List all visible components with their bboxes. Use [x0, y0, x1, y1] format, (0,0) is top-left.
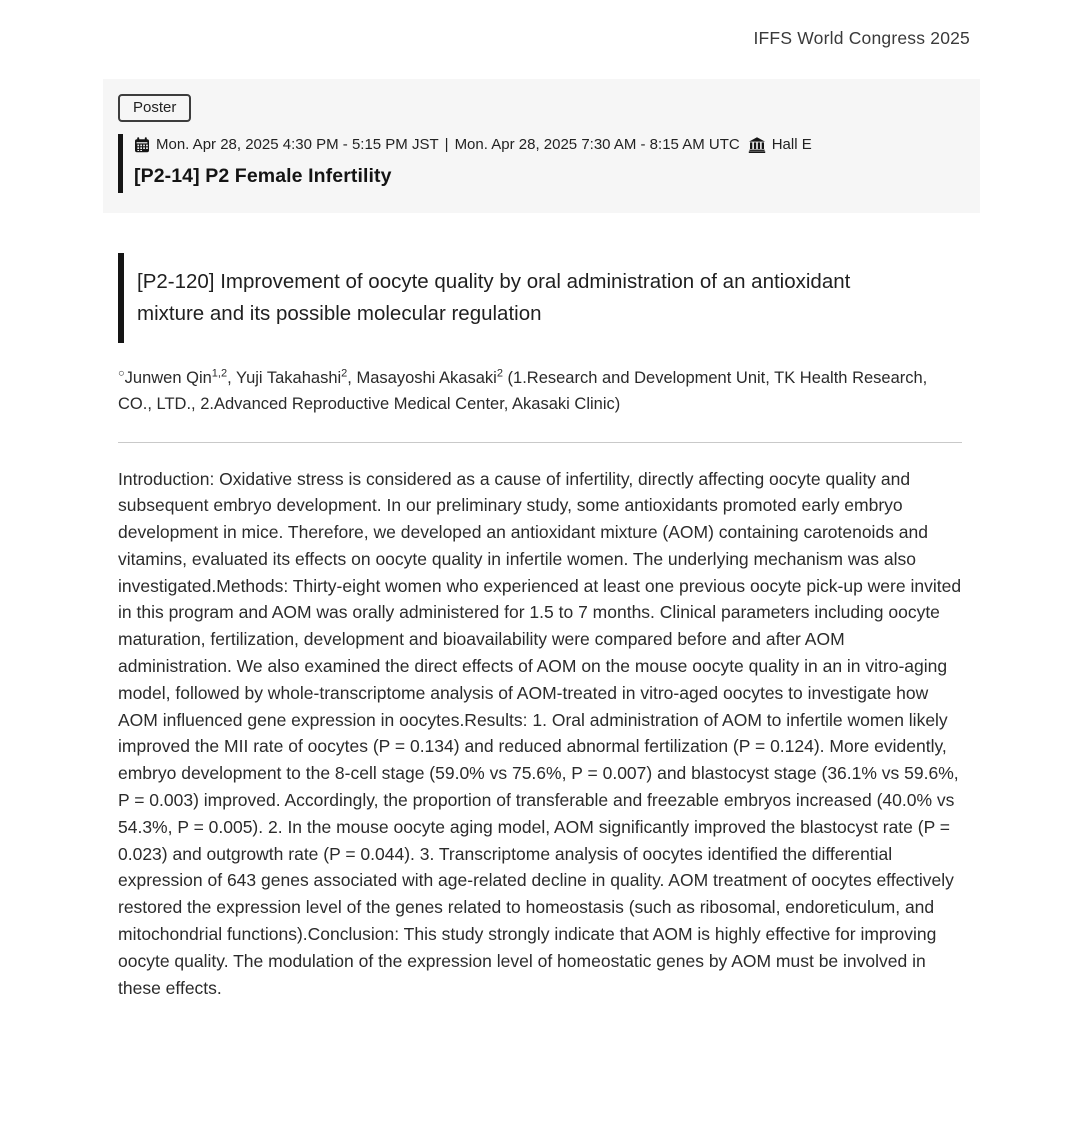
authors-line — [118, 365, 962, 417]
presentation-type-badge[interactable]: Poster — [118, 94, 191, 122]
author-name: Junwen Qin — [124, 368, 212, 387]
congress-title: IFFS World Congress 2025 — [753, 28, 970, 48]
abstract-body: Introduction: Oxidative stress is considered as a cause of infertility, directly affecting oocyte quality and subsequent embryo development. In our preliminary study, some antioxidants promoted early embryo development in mice. Therefore, we developed an antioxidant mixture (AOM) containing carotenoids and vitamins, evaluated its effects on oocyte quality in infertile women. The underlying mechanism was also investigated.Methods: Thirty-eight women who experienced at least one previous oocyte pick-up were invited in this program and AOM was orally administered for 1.5 to 7 months. Clinical parameters including oocyte maturation, fertilization, development and bioavailability were compared before and after AOM administration. We also examined the direct effects of AOM on the mouse oocyte quality in an in vitro-aging model, followed by whole-transcriptome analysis of AOM-treated in vitro-aged oocytes to investigate how AOM influenced gene expression in oocytes.Results: 1. Oral administration of AOM to infertile women likely improved the MII rate of oocytes (P = 0.134) and reduced abnormal fertilization (P = 0.124). More evidently, embryo development to the 8-cell stage (59.0% vs 75.6%, P = 0.007) and blastocyst stage (36.1% vs 59.6%, P = 0.003) improved. Accordingly, the proportion of transferable and freezable embryos increased (40.0% vs 54.3%, P = 0.005). 2. In the mouse oocyte aging model, AOM significantly improved the blastocyst rate (P = 0.023) and outgrowth rate (P = 0.044). 3. Transcriptome analysis of oocytes identified the differential expression of 643 genes associated with age-related decline in quality. AOM treatment of oocytes effectively restored the expression level of the genes related to homeostasis (such as ribosomal, endoreticulum, and mitochondrial functions).Conclusion: This study strongly indicate that AOM is highly effective for improving oocyte quality. The modulation of the expression level of homeostatic genes by AOM must be involved in these effects. — [118, 468, 962, 998]
session-title[interactable]: [P2-14] P2 Female Infertility — [134, 164, 392, 187]
affiliations: (1.Research and Development Unit, TK Health Research, CO., LTD., 2.Advanced Reproductive Medical Center, Akasaki Clinic) — [118, 368, 928, 413]
session-time-jst: Mon. Apr 28, 2025 4:30 PM - 5:15 PM JST — [156, 136, 439, 153]
abstract-section — [118, 253, 962, 1002]
datetime-separator: | — [444, 136, 449, 153]
calendar-icon — [134, 137, 150, 153]
session-datetime — [134, 136, 812, 153]
session-hall: Hall E — [771, 136, 812, 153]
author-name: Yuji Takahashi — [235, 368, 342, 387]
session-info-block — [118, 134, 960, 193]
abstract-title: [P2-120] Improvement of oocyte quality by oral administration of an antioxidant mixture and its possible molecular regulation — [118, 253, 897, 343]
author-affiliation-sup: 2 — [341, 367, 348, 379]
divider — [118, 442, 962, 443]
author-affiliation-sup: 2 — [496, 367, 503, 379]
author-separator: , — [347, 368, 352, 387]
author-separator: , — [227, 368, 232, 387]
author-name: Masayoshi Akasaki — [356, 368, 497, 387]
presenter-mark: ○ — [118, 367, 125, 379]
hall-building-icon — [748, 137, 766, 153]
session-time-utc: Mon. Apr 28, 2025 7:30 AM - 8:15 AM UTC — [454, 136, 740, 153]
session-card — [103, 79, 980, 213]
author-affiliation-sup: 1,2 — [211, 367, 228, 379]
